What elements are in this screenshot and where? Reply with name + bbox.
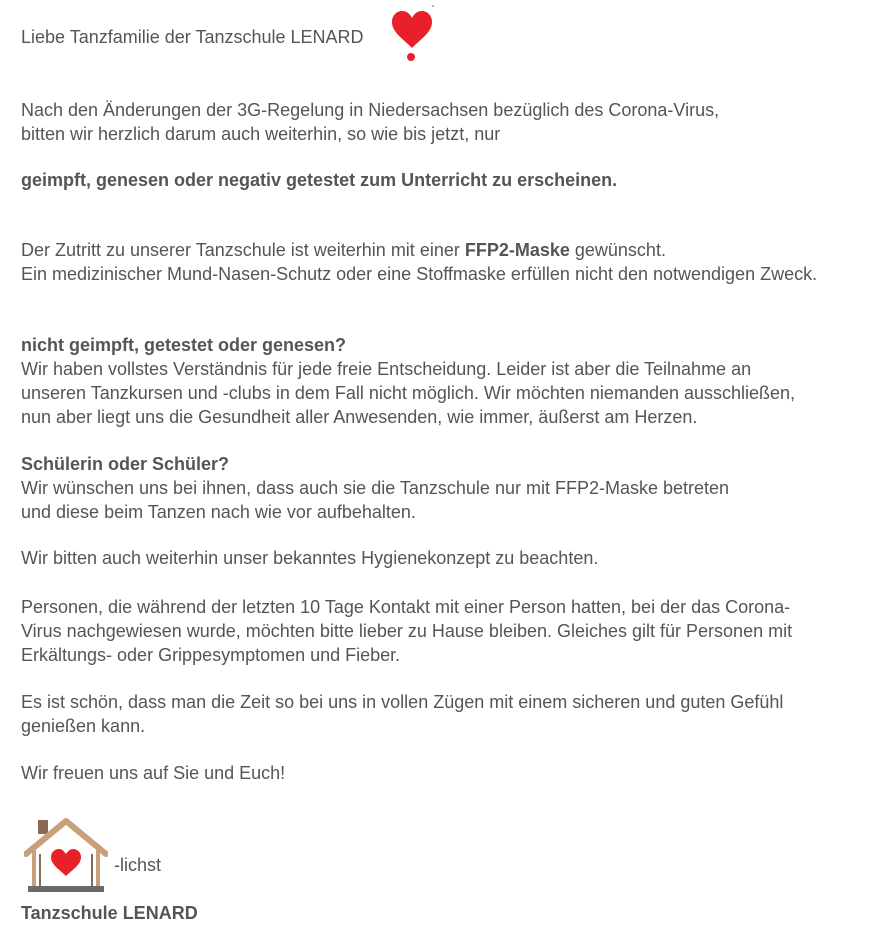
heart-exclamation-icon bbox=[390, 10, 434, 64]
greeting: Liebe Tanzfamilie der Tanzschule LENARD bbox=[21, 27, 364, 47]
student-heading: Schülerin oder Schüler? bbox=[21, 454, 230, 474]
unvaccinated-line-1: Wir haben vollstes Verständnis für jede freie Entscheidung. Leider ist aber die Teilnahme an bbox=[21, 359, 752, 379]
signoff-suffix: -lichst bbox=[114, 855, 162, 875]
contact-line-3: Erkältungs- oder Grippesymptomen und Fieber. bbox=[21, 645, 401, 665]
enjoy-line-1: Es ist schön, dass man die Zeit so bei uns in vollen Zügen mit einem sicheren und guten Gefühl bbox=[21, 692, 784, 712]
mask-line-2: Ein medizinischer Mund-Nasen-Schutz oder eine Stoffmaske erfüllen nicht den notwendigen Zweck. bbox=[21, 264, 818, 284]
heart-house-icon bbox=[24, 818, 108, 894]
enjoy-line-2: genießen kann. bbox=[21, 716, 146, 736]
student-line-1: Wir wünschen uns bei ihnen, dass auch sie die Tanzschule nur mit FFP2-Maske betreten bbox=[21, 478, 730, 498]
looking-forward-line: Wir freuen uns auf Sie und Euch! bbox=[21, 763, 286, 783]
contact-line-2: Virus nachgewiesen wurde, möchten bitte lieber zu Hause bleiben. Gleiches gilt für Personen mit bbox=[21, 621, 793, 641]
mask-text-after: gewünscht. bbox=[569, 240, 666, 260]
mask-text-bold: FFP2-Maske bbox=[464, 240, 570, 260]
student-line-2: und diese beim Tanzen nach wie vor aufbehalten. bbox=[21, 502, 416, 522]
intro-line-1: Nach den Änderungen der 3G-Regelung in Niedersachsen bezüglich des Corona-Virus, bbox=[21, 100, 720, 120]
emphasis-line: geimpft, genesen oder negativ getestet zum Unterricht zu erscheinen. bbox=[21, 170, 618, 190]
intro-line-2: bitten wir herzlich darum auch weiterhin, so wie bis jetzt, nur bbox=[21, 124, 501, 144]
decorative-dot bbox=[432, 5, 434, 7]
signature: Tanzschule LENARD bbox=[21, 903, 198, 923]
mask-text-before: Der Zutritt zu unserer Tanzschule ist weiterhin mit einer bbox=[21, 240, 465, 260]
hygiene-line: Wir bitten auch weiterhin unser bekanntes Hygienekonzept zu beachten. bbox=[21, 548, 599, 568]
unvaccinated-line-2: unseren Tanzkursen und -clubs in dem Fall nicht möglich. Wir möchten niemanden ausschließen, bbox=[21, 383, 796, 403]
unvaccinated-heading: nicht geimpft, getestet oder genesen? bbox=[21, 335, 347, 355]
mask-line-1 bbox=[21, 238, 666, 262]
unvaccinated-line-3: nun aber liegt uns die Gesundheit aller Anwesenden, wie immer, äußerst am Herzen. bbox=[21, 407, 698, 427]
contact-line-1: Personen, die während der letzten 10 Tage Kontakt mit einer Person hatten, bei der das Corona- bbox=[21, 597, 791, 617]
